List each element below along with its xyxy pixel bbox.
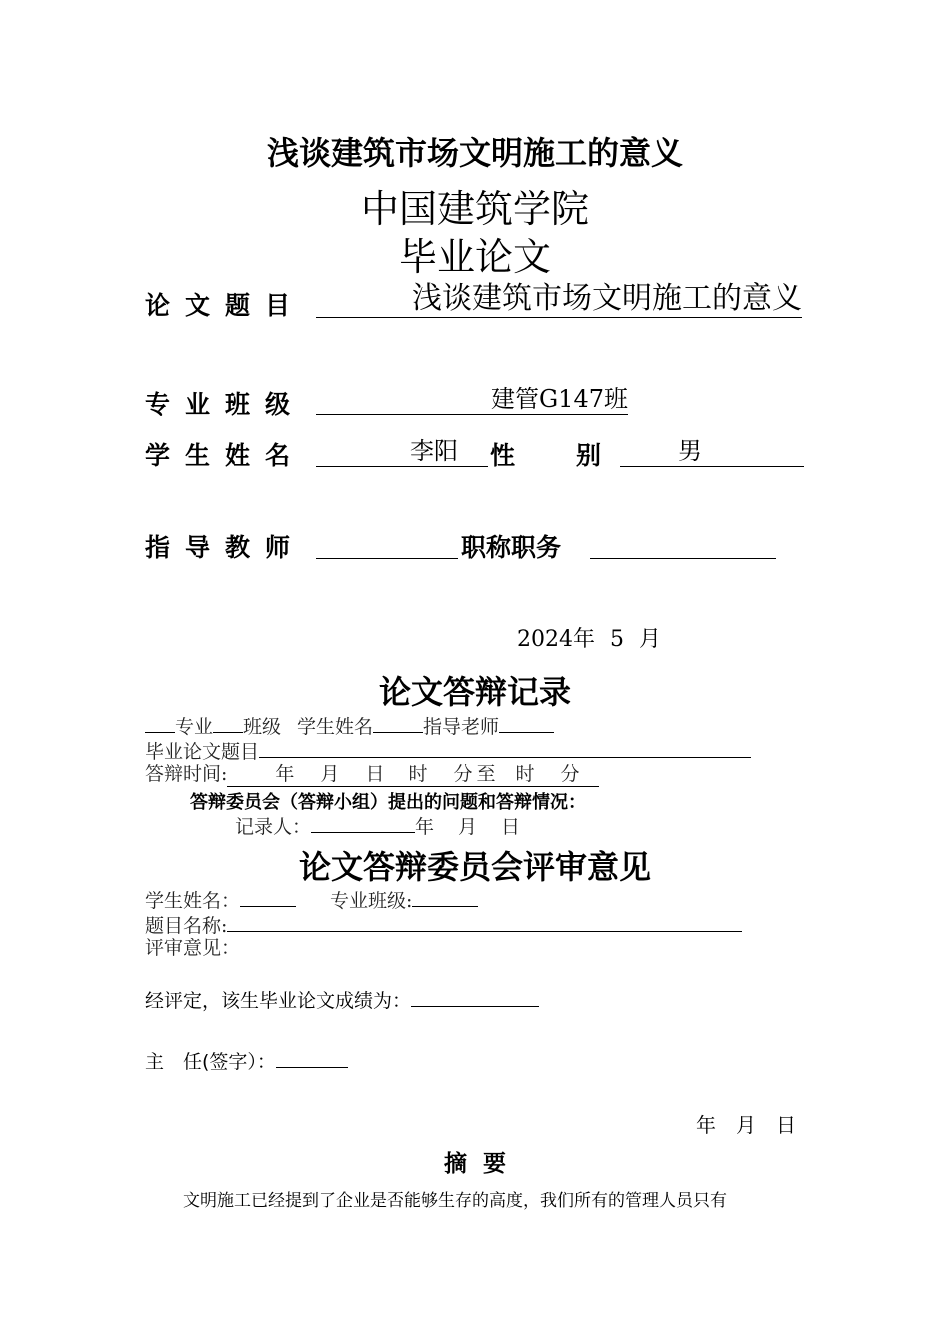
- defense-heading: 论文答辩记录: [378, 673, 571, 711]
- class-value: [316, 384, 628, 415]
- defense-advisor: 指导老师: [423, 715, 500, 738]
- topic-value: [316, 281, 802, 318]
- name-value-text: 李阳: [410, 437, 458, 465]
- review-student: 学生姓名：: [145, 889, 241, 912]
- title-blank: [590, 530, 776, 559]
- defense-line-1: [145, 712, 554, 739]
- name-value: [316, 436, 488, 467]
- name-label: 学生姓名: [145, 441, 306, 470]
- defense-time-hour: 时: [408, 763, 428, 785]
- abstract-heading: 摘 要: [443, 1151, 506, 1177]
- review-topic-blank: [227, 911, 742, 932]
- committee-line: 答辩委员会（答辩小组）提出的问题和答辩情况：: [190, 792, 586, 813]
- topic-value-text: 浅谈建筑市场文明施工的意义: [412, 281, 802, 316]
- director-label: 主 任(签字）：: [145, 1050, 276, 1073]
- director-line: [145, 1047, 348, 1075]
- defense-time-year: 年: [275, 763, 295, 785]
- review-heading: 论文答辩委员会评审意见: [298, 848, 651, 886]
- document-type: 毕业论文: [398, 235, 551, 279]
- review-date-day: 日: [776, 1113, 796, 1137]
- cover-date: [517, 622, 661, 653]
- defense-time-label: 答辩时间:: [145, 763, 228, 785]
- defense-class: 班级: [243, 715, 282, 738]
- major-blank: [145, 712, 175, 733]
- title-label: 职称职务: [461, 533, 562, 562]
- topic-label: 论文题目: [145, 291, 306, 320]
- defense-time-day: 日: [365, 763, 385, 785]
- review-class: 专业班级:: [330, 889, 413, 912]
- defense-time-to: 至: [476, 763, 496, 785]
- thesis-title-blank: [259, 737, 751, 758]
- defense-line-2: [145, 737, 751, 764]
- grade-label: 经评定，该生毕业论文成绩为：: [145, 989, 412, 1012]
- review-date: [696, 1109, 796, 1138]
- review-class-blank: [412, 886, 478, 907]
- defense-student: 学生姓名: [297, 715, 374, 738]
- recorder-month: 月: [458, 815, 478, 838]
- gender-label: 性: [490, 441, 516, 470]
- class-blank: [213, 712, 243, 733]
- director-blank: [276, 1047, 348, 1068]
- defense-thesis-title: 毕业论文题目: [145, 740, 260, 763]
- gender-value-text: 男: [678, 437, 702, 465]
- abstract-first-line: 文明施工已经提到了企业是否能够生存的高度，我们所有的管理人员只有: [183, 1191, 727, 1211]
- class-value-text: 建管G147班: [491, 385, 628, 413]
- defense-time-fields: [227, 762, 599, 787]
- review-date-year: 年: [696, 1113, 716, 1137]
- review-opinion: 评审意见：: [145, 937, 241, 959]
- defense-major: 专业: [175, 715, 214, 738]
- review-line-2: [145, 911, 742, 938]
- student-blank: [373, 712, 423, 733]
- advisor-label: 指导教师: [145, 533, 306, 562]
- grade-blank: [411, 986, 539, 1007]
- cover-date-month-unit: 月: [639, 627, 662, 652]
- review-student-blank: [240, 886, 296, 907]
- advisor-name-blank: [499, 712, 554, 733]
- defense-time-min: 分: [453, 763, 473, 785]
- review-line-1: [145, 886, 478, 913]
- recorder-day: 日: [501, 815, 521, 838]
- recorder-label: 记录人：: [235, 815, 312, 838]
- defense-time-month: 月: [320, 763, 340, 785]
- grade-line: [145, 986, 539, 1014]
- top-title: 浅谈建筑市场文明施工的意义: [266, 134, 683, 172]
- school-name: 中国建筑学院: [360, 187, 589, 231]
- review-topic: 题目名称:: [145, 914, 228, 937]
- defense-time-min-2: 分: [560, 763, 580, 785]
- cover-date-month: 5: [610, 627, 624, 652]
- recorder-line: [235, 812, 520, 839]
- recorder-blank: [311, 812, 415, 833]
- defense-line-3: [145, 762, 599, 787]
- gender-label-2: 别: [576, 441, 602, 470]
- cover-date-year: 2024年: [517, 627, 595, 652]
- class-label: 专业班级: [145, 390, 306, 419]
- gender-value: [620, 436, 804, 467]
- defense-time-hour-2: 时: [515, 763, 535, 785]
- review-date-month: 月: [736, 1113, 756, 1137]
- advisor-blank: [316, 530, 458, 559]
- recorder-year: 年: [415, 815, 435, 838]
